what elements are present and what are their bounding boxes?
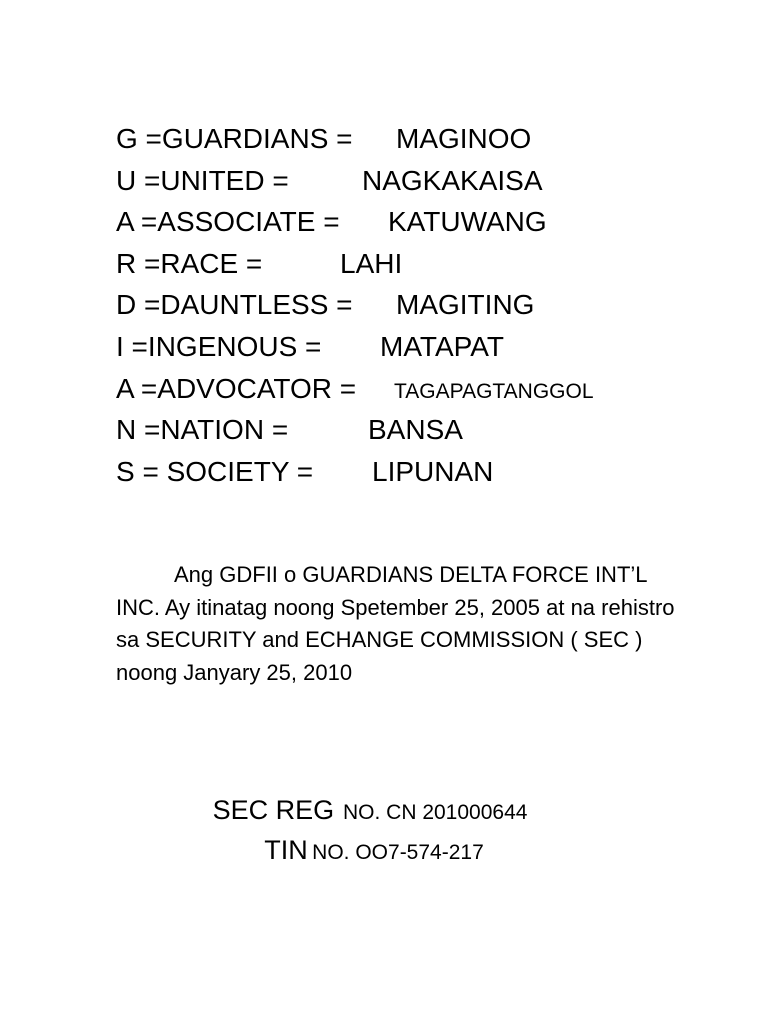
acronym-term: A =ADVOCATOR =	[116, 372, 357, 404]
acronym-term: S = SOCIETY =	[116, 455, 314, 487]
acronym-row-a-advocator	[116, 368, 676, 410]
acronym-translation: LIPUNAN	[372, 455, 494, 487]
acronym-row-d	[116, 284, 676, 326]
sec-registration-line	[0, 790, 754, 835]
sec-reg-number: NO. CN 201000644	[342, 801, 528, 824]
acronym-row-a-associate	[116, 201, 676, 243]
acronym-translation: BANSA	[368, 414, 463, 446]
acronym-row-u	[116, 160, 676, 202]
acronym-translation: NAGKAKAISA	[362, 164, 543, 196]
acronym-translation: MAGINOO	[396, 123, 532, 154]
acronym-row-r	[116, 243, 676, 285]
acronym-term: I =INGENOUS =	[116, 330, 322, 362]
acronym-row-i	[116, 326, 676, 368]
tin-line	[0, 830, 758, 875]
tin-label: TIN	[264, 835, 308, 865]
founding-paragraph: Ang GDFII o GUARDIANS DELTA FORCE INT’L INC. Ay itinatag noong Spetember 25, 2005 at na rehistro sa SECURITY and ECHANGE COMMISSION ( SEC ) noong Janyary 25, 2010	[116, 562, 675, 685]
acronym-term: U =UNITED =	[116, 164, 289, 196]
acronym-row-s	[116, 451, 676, 493]
acronym-translation: TAGAPAGTANGGOL	[394, 379, 594, 403]
acronym-row-n	[116, 409, 676, 451]
acronym-term: D =DAUNTLESS =	[116, 289, 353, 321]
acronym-translation: MAGITING	[396, 289, 535, 321]
acronym-row-g	[116, 118, 676, 160]
acronym-term: A =ASSOCIATE =	[116, 206, 340, 238]
acronym-term: N =NATION =	[116, 414, 289, 446]
sec-reg-label: SEC REG	[212, 795, 335, 825]
acronym-term: G =GUARDIANS =	[116, 123, 353, 154]
acronym-term: R =RACE =	[116, 247, 263, 279]
tin-number: NO. OO7-574-217	[312, 841, 484, 864]
acronym-translation: KATUWANG	[388, 206, 547, 238]
acronym-list	[116, 118, 676, 492]
acronym-translation: MATAPAT	[380, 330, 504, 362]
acronym-translation: LAHI	[340, 247, 403, 279]
